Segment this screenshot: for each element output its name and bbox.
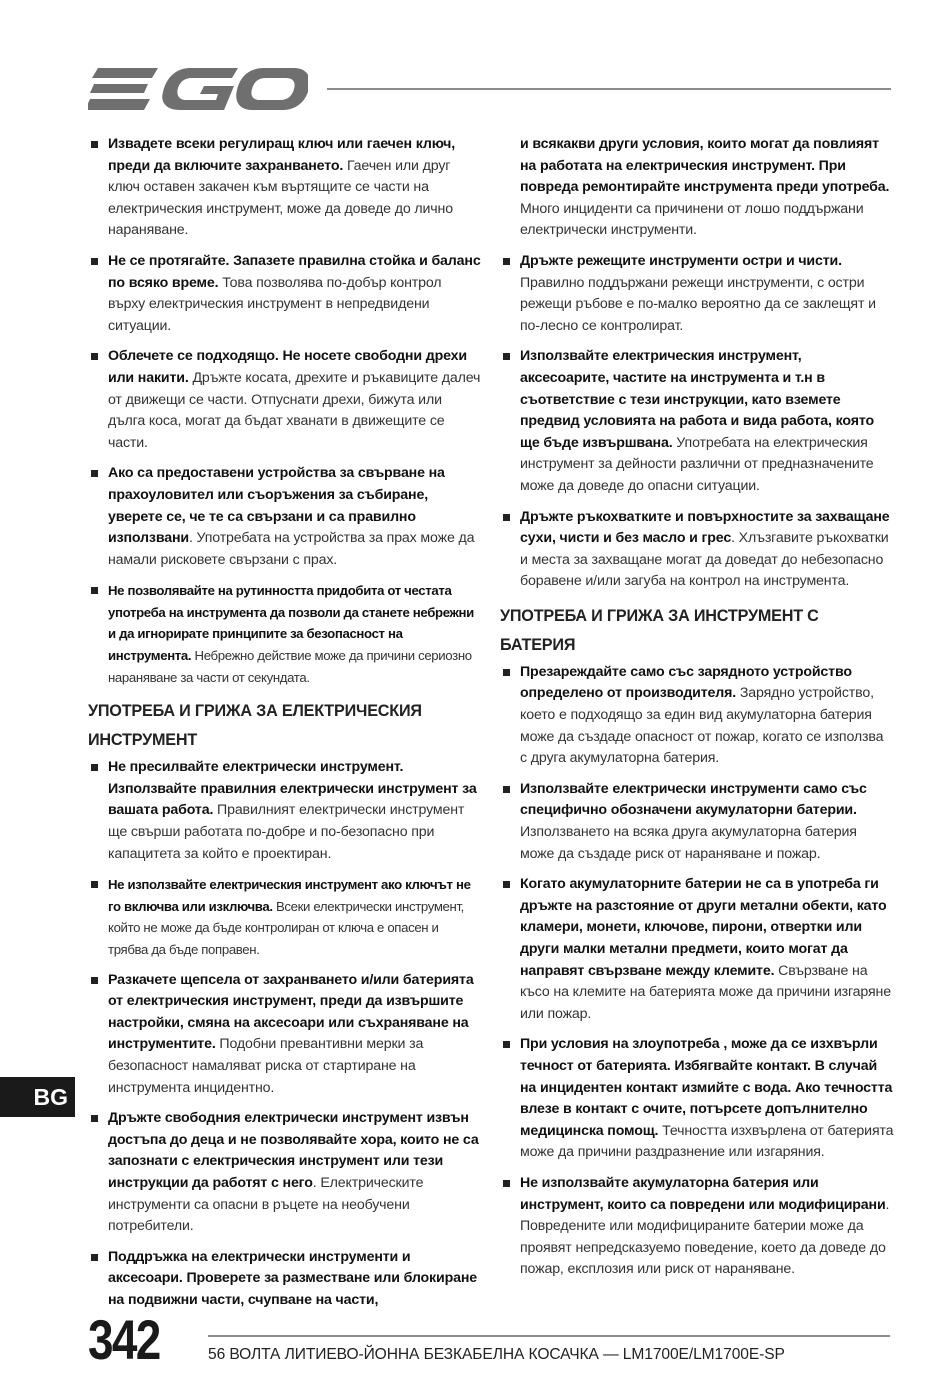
item-bold-text: Дръжте ръкохватките и повърхностите за захващане сухи, чисти и без масло и грес — [520, 508, 890, 547]
item-bold-text: Не позволявайте на рутинността придобита от честата употреба на инструмента да позволи да станете небрежни и да игнорирате принципите за безопасност на инструмента. — [108, 583, 474, 664]
list-item — [88, 251, 481, 337]
bullet-icon — [91, 353, 98, 360]
section-heading — [88, 697, 481, 755]
bullet-icon — [91, 1115, 98, 1122]
item-regular-text: Много инциденти са причинени от лошо поддържани електрически инструменти. — [520, 200, 864, 239]
list-item-continuation — [500, 134, 894, 242]
footer-rule — [208, 1335, 890, 1337]
section-heading-line: УПОТРЕБА И ГРИЖА ЗА ЕЛЕКТРИЧЕСКИЯ — [88, 702, 422, 721]
item-bold-text: Облечете се подходящо. Не носете свободни дрехи или накити. — [108, 348, 467, 386]
language-tab — [0, 1077, 75, 1117]
bullet-icon — [91, 141, 98, 148]
header-rule — [327, 88, 891, 90]
item-bold-text: Презареждайте само със зарядното устройство определено от производителя. — [520, 663, 852, 702]
bullet-icon — [91, 764, 98, 771]
item-bold-text: Дръжте режещите инструменти остри и чисти. — [520, 252, 842, 269]
bullet-icon — [503, 786, 510, 793]
item-regular-text: Всеки електрически инструмент, който не може да бъде контролиран от ключа е опасен и трябва да бъде поправен. — [108, 898, 464, 957]
item-bold-text: Използвайте електрически инструменти само със специфично обозначени акумулаторни батерии. — [520, 780, 867, 819]
right-column — [500, 134, 894, 1290]
bullet-icon — [91, 258, 98, 265]
item-regular-text: . Електрическите инструменти са опасни в ръцете на необучени потребители. — [108, 1174, 424, 1235]
item-regular-text: Гаечен или друг ключ оставен закачен към въртящите се части на електрическия инструмент, може да доведе до лично нараняване. — [108, 157, 453, 239]
list-item — [88, 134, 481, 242]
bullet-icon — [503, 258, 510, 265]
bullet-icon — [503, 514, 510, 521]
bullet-icon — [503, 669, 510, 676]
list-item — [500, 346, 894, 497]
bullet-icon — [503, 881, 510, 888]
item-regular-text: Зарядно устройство, което е подходящо за един вид акумулаторна батерия може да създаде опасност от пожар, когато се използва с друга акумулаторна батерия. — [520, 685, 884, 767]
list-item — [88, 874, 481, 960]
item-bold-text: Не пресилвайте електрически инструмент. Използвайте правилния електрически инструмент за вашата работа. — [108, 759, 477, 819]
ego-logo — [88, 64, 308, 114]
list-item — [88, 1247, 481, 1312]
list-item — [88, 463, 481, 571]
item-bold-text: Ако са предоставени устройства за свърване на прахоуловител или съоръжения за събиране, уверете се, че те са свързани и са правилно използвани — [108, 465, 445, 547]
item-bold-text: Използвайте електрическия инструмент, аксесоарите, частите на инструмента и т.н в съответствие с тези инструкции, като вземете предвид условията на работа и вида работа, която ще бъде извършвана. — [520, 348, 874, 451]
item-bold-text: Разкачете щепсела от захранването и/или батерията от електрическия инструмент, преди да извършите настройки, смяна на аксесоари или съхраняване на инструментите. — [108, 971, 474, 1053]
item-bold-text: Не се протягайте. Запазете правилна стойка и баланс по всяко време. — [108, 252, 481, 291]
item-bold-text: Не използвайте електрическия инструмент ако ключът не го включва или изключва. — [108, 877, 471, 914]
item-regular-text: Използването на всяка друга акумулаторна батерия може да създаде риск от нараняване и пожар. — [520, 824, 857, 862]
list-item — [500, 662, 894, 770]
item-regular-text: Употребата на електрическия инструмент за дейности различни от предназначените може да доведе до опасни ситуации. — [520, 434, 874, 494]
section-heading-line: ИНСТРУМЕНТ — [88, 731, 198, 750]
item-bold-text: и всякакви други условия, които могат да повлияят на работата на електрическия инструмент. При повреда ремонтирайте инструмента преди употреба. — [520, 136, 890, 196]
item-bold-text: Извадете всеки регулиращ ключ или гаечен ключ, преди да включите захранването. — [108, 136, 456, 174]
bullet-icon — [91, 977, 98, 984]
list-item — [88, 346, 481, 454]
bullet-icon — [503, 1041, 510, 1048]
item-bold-text: При условия на злоупотреба , може да се изхвърли течност от батерията. Избягвайте контакт. В случай на инцидентен контакт измийте с вода. Ако течността влезе в контакт с очите, потърсете допълнително медицинска помощ. — [520, 1036, 893, 1139]
language-tab-label: BG — [33, 1084, 68, 1110]
left-column — [88, 134, 481, 1321]
bullet-icon — [91, 1254, 98, 1261]
item-regular-text: . Употребата на устройства за прах може да намали рисковете свързани с прах. — [108, 530, 475, 568]
item-regular-text: . Повредените или модифицираните батерии може да проявят непредсказуемо поведение, което да доведе до пожар, експлозия или риск от нараняване. — [520, 1196, 890, 1278]
bullet-icon — [91, 881, 98, 888]
footer-text: 56 ВОЛТА ЛИТИЕВО-ЙОННА БЕЗКАБЕЛНА КОСАЧКА — LM1700E/LM1700E-SP — [208, 1346, 785, 1363]
item-bold-text: Не използвайте акумулаторна батерия или инструмент, които са повредени или модифицирани — [520, 1174, 886, 1213]
item-regular-text: Правилният електрически инструмент ще свърши работата по-добре и по-безопасно при капацитета за който е проектиран. — [108, 802, 465, 862]
list-item — [88, 970, 481, 1100]
item-regular-text: Подобни превантивни мерки за безопасност намаляват риска от стартиране на инструмента инцидентно. — [108, 1036, 424, 1096]
list-item — [500, 251, 894, 337]
list-item — [500, 1173, 894, 1281]
item-bold-text: Поддръжка на електрически инструменти и аксесоари. Проверете за разместване или блокиране на подвижни части, счупване на части, — [108, 1248, 477, 1308]
item-bold-text: Когато акумулаторните батерии не са в употреба ги дръжте на разстояние от други метални обекти, като кламери, монети, ключове, пирони, отвертки или други малки метални предмети, които могат да направят свързване между клемите. — [520, 876, 887, 979]
list-item — [500, 507, 894, 593]
item-regular-text: Небрежно действие може да причини сериозно нараняване за части от секундата. — [108, 648, 472, 685]
item-regular-text: Свързване на късо на клемите на батерията може да причини изгаряне или пожар. — [520, 962, 891, 1022]
page-number: 342 — [88, 1308, 160, 1371]
item-bold-text: Дръжте свободния електрически инструмент извън достъпа до деца и не позволявайте хора, които не са запознати с електрическия инструмент или тези инструкции да работят с него — [108, 1110, 479, 1191]
item-regular-text: Дръжте косата, дрехите и ръкавиците далеч от движещи се части. Отпуснати дрехи, бижута или дълга коса, могат да бъдат хванати в движещите се части. — [108, 369, 481, 451]
list-item — [500, 874, 894, 1025]
item-regular-text: Течността изхвърлена от батерията може да причини раздразнение или изгаряния. — [520, 1122, 894, 1161]
bullet-icon — [503, 353, 510, 360]
bullet-icon — [503, 1180, 510, 1187]
item-regular-text: . Хлъзгавите ръкохватки и места за захващане могат да доведат до небезопасно боравене и/или загуба на контрол на инструмента. — [520, 530, 889, 590]
list-item — [500, 779, 894, 865]
bullet-icon — [91, 587, 98, 594]
section-heading: УПОТРЕБА И ГРИЖА ЗА ИНСТРУМЕНТ С БАТЕРИЯ — [500, 606, 819, 654]
list-item — [88, 1108, 481, 1238]
item-regular-text: Това позволява по-добър контрол върху електрическия инструмент в непредвидени ситуации. — [108, 274, 442, 334]
item-regular-text: Правилно поддържани режещи инструменти, с остри режещи ръбове е по-малко вероятно да се заклещят и по-лесно се контролират. — [520, 274, 876, 334]
list-item — [500, 1034, 894, 1164]
list-item — [88, 580, 481, 688]
list-item — [88, 757, 481, 865]
bullet-icon — [91, 470, 98, 477]
